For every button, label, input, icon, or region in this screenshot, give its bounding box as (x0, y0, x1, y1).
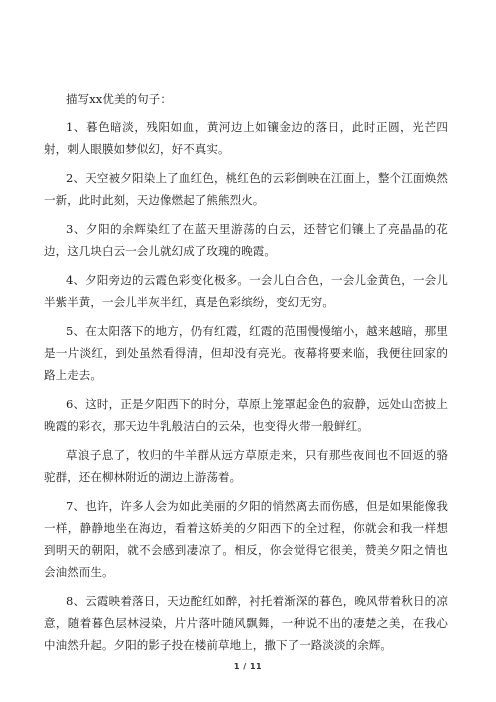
paragraph-6-continued: 草浪子息了，牧归的牛羊群从远方草原走来，只有那些夜间也不回返的骆驼群，还在柳林附近的湖边上游荡着。 (44, 448, 448, 484)
paragraph-7: 7、也许，许多人会为如此美丽的夕阳的悄然离去而伤感，但是如果能像我一样，静静地坐在海边，看着这娇美的夕阳西下的全过程，你就会和我一样想到明天的朝阳，就不会感到凄凉了。相反，你会觉得它很美，赞美夕阳之情也会油然而生。 (44, 499, 448, 579)
paragraph-5: 5、在太阳落下的地方，仍有红霞，红霞的范围慢慢缩小，越来越暗，那里是一片淡红，到处虽然看得清，但却没有亮光。夜幕将要来临，我便往回家的路上走去。 (44, 324, 448, 382)
paragraph-6: 6、这时，正是夕阳西下的时分，草原上笼罩起金色的寂静，远处山峦披上晚霞的彩衣，那天边牛乳般洁白的云朵，也变得火带一般鲜红。 (44, 397, 448, 433)
document-heading: 描写xx优美的句子： (66, 92, 172, 106)
paragraph-2: 2、天空被夕阳染上了血红色，桃红色的云彩倒映在江面上，整个江面焕然一新，此时此刻，天边像燃起了熊熊烈火。 (44, 171, 448, 207)
paragraph-3: 3、夕阳的余辉染红了在蓝天里游荡的白云，还替它们镶上了亮晶晶的花边，这几块白云一会儿就幻成了玫瑰的晚霞。 (44, 222, 448, 258)
paragraph-4: 4、夕阳旁边的云霞色彩变化极多。一会儿白合色，一会儿金黄色，一会儿半紫半黄，一会儿半灰半红，真是色彩缤纷，变幻无穷。 (44, 273, 448, 309)
paragraph-8: 8、云霞映着落日，天边酡红如醉，衬托着渐深的暮色，晚风带着秋日的凉意，随着暮色层林浸染，片片落叶随风飘舞，一种说不出的凄楚之美，在我心中油然升起。夕阳的影子投在楼前草地上，撒下了一路淡淡的余辉。 (44, 594, 448, 652)
document-body (44, 88, 448, 663)
paragraph-1: 1、暮色暗淡，残阳如血，黄河边上如镶金边的落日，此时正圆，光芒四射，刺人眼膜如梦似幻，好不真实。 (44, 120, 448, 156)
page-indicator: 1 / 11 (233, 662, 263, 671)
